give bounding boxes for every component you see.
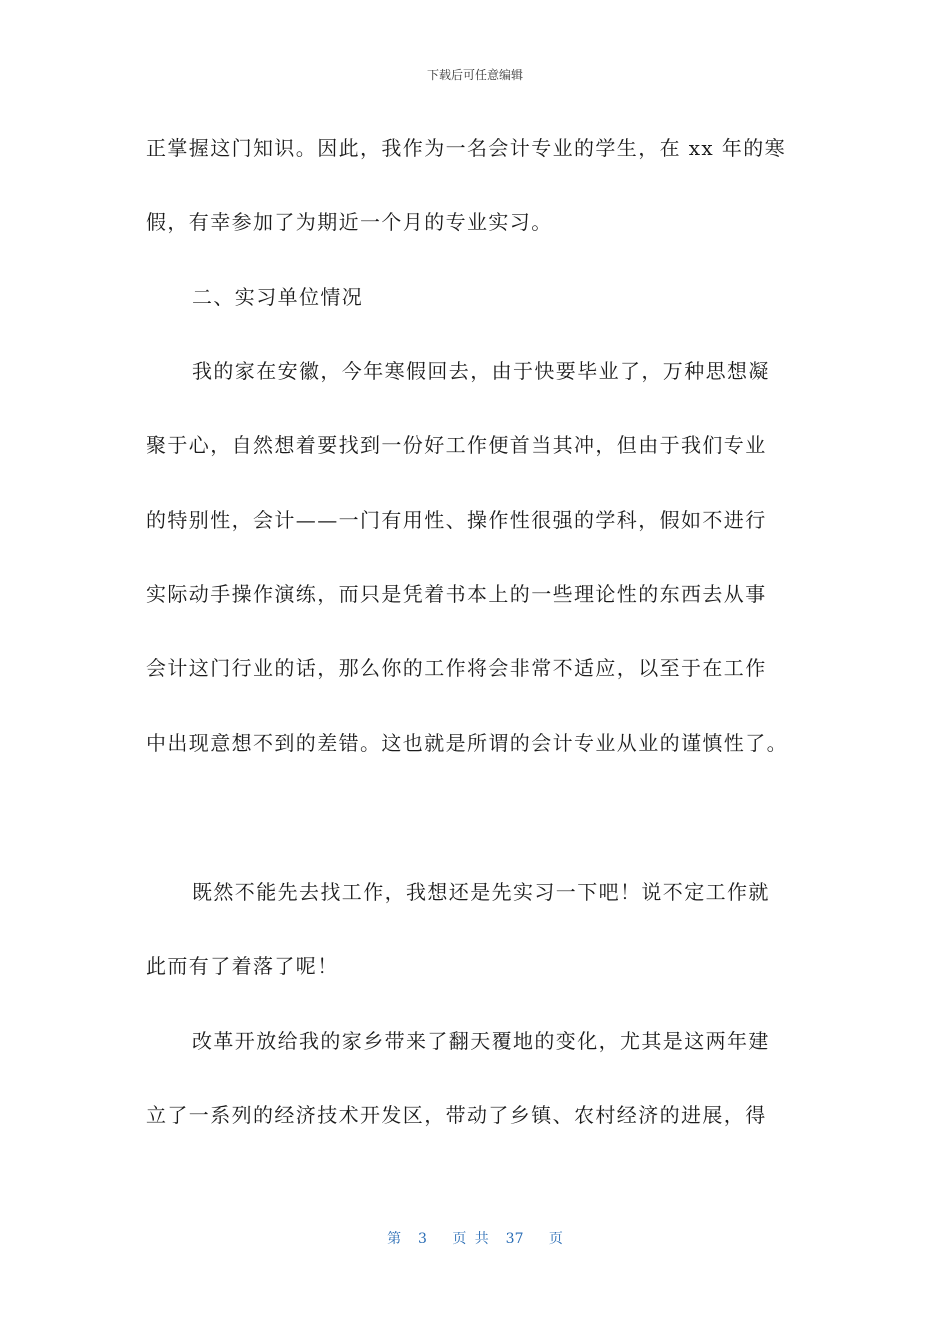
- page-header: 下载后可任意编辑: [426, 68, 523, 82]
- text-line: 正掌握这门知识。因此，我作为一名会计专业的学生，在 xx 年的寒: [146, 136, 787, 160]
- text-line: 假，有幸参加了为期近一个月的专业实习。: [146, 210, 553, 234]
- text-line: 立了一系列的经济技术开发区，带动了乡镇、农村经济的进展，得: [146, 1103, 767, 1127]
- text-line: 我的家在安徽，今年寒假回去，由于快要毕业了，万种思想凝: [192, 359, 770, 383]
- text-line: 会计这门行业的话，那么你的工作将会非常不适应，以至于在工作: [146, 656, 767, 680]
- text-line: 此而有了着落了呢！: [146, 954, 339, 978]
- section-heading: 二、实习单位情况: [192, 285, 364, 309]
- page-footer: [0, 1228, 950, 1248]
- text-line: 中出现意想不到的差错。这也就是所谓的会计专业从业的谨慎性了。: [146, 731, 788, 755]
- text-line: 既然不能先去找工作，我想还是先实习一下吧！说不定工作就: [192, 880, 770, 904]
- text-line: 的特别性，会计——一门有用性、操作性很强的学科，假如不进行: [146, 508, 767, 532]
- text-line: 聚于心，自然想着要找到一份好工作便首当其冲，但由于我们专业: [146, 433, 767, 457]
- text-line: 实际动手操作演练，而只是凭着书本上的一些理论性的东西去从事: [146, 582, 767, 606]
- text-line: 改革开放给我的家乡带来了翻天覆地的变化，尤其是这两年建: [192, 1029, 770, 1053]
- page-number: 第 3 页 共 37 页: [387, 1231, 563, 1247]
